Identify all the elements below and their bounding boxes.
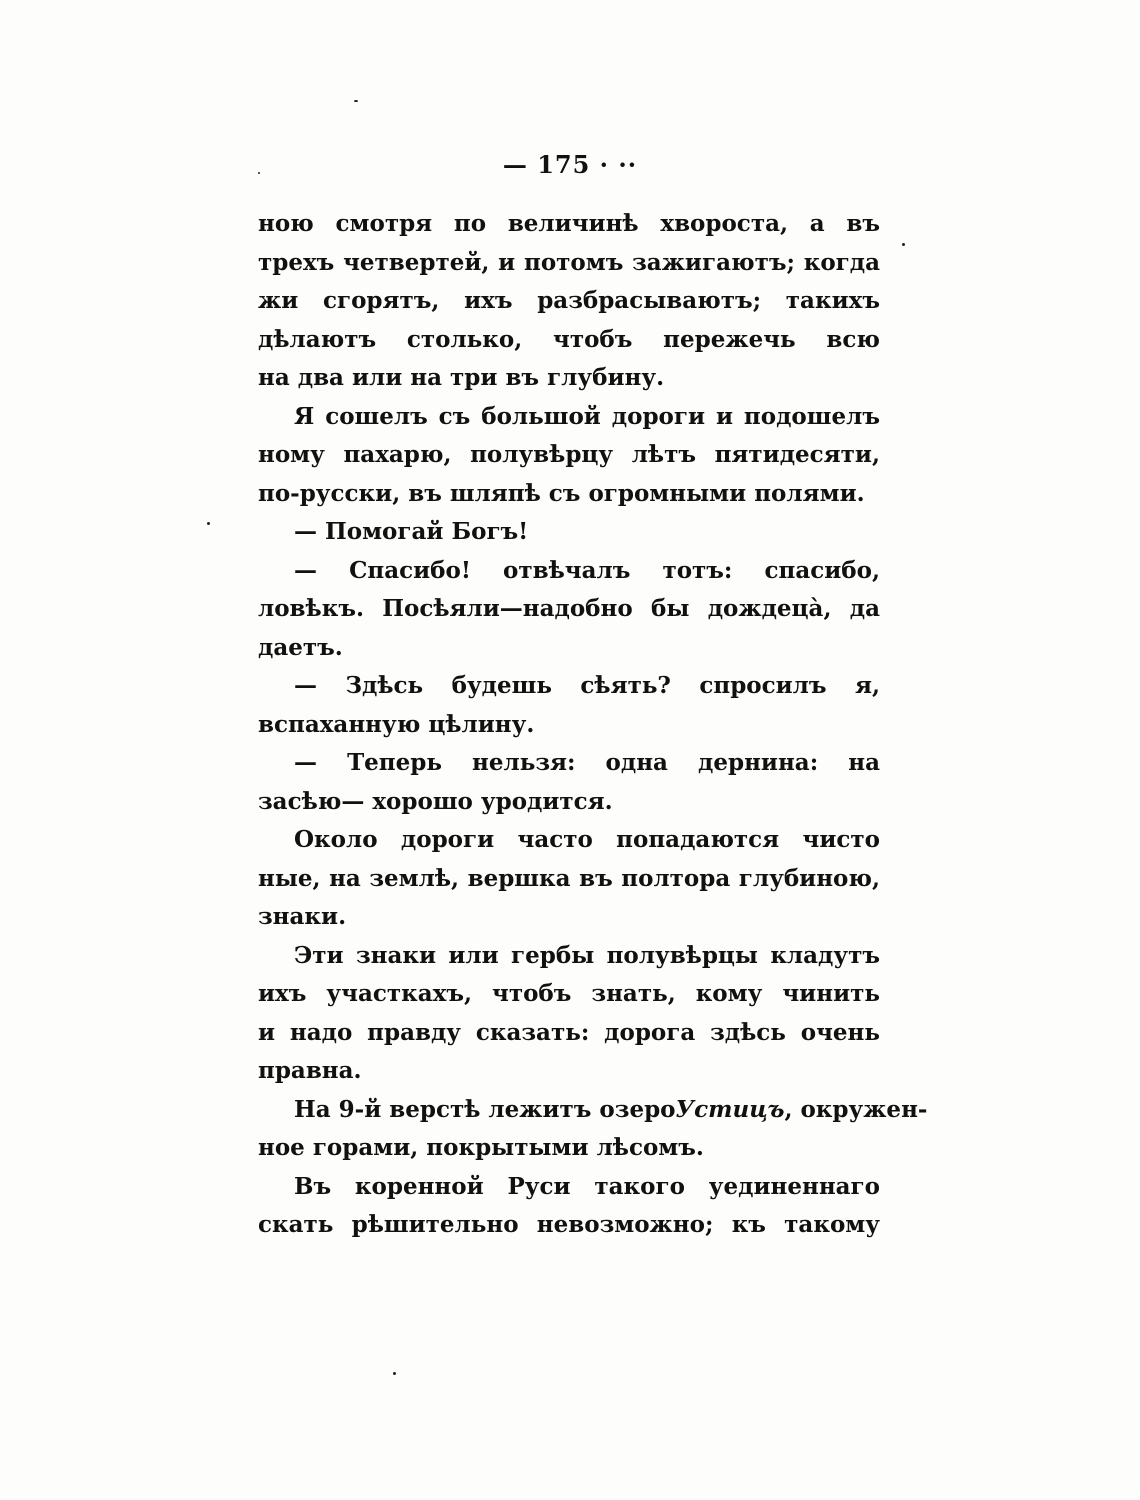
text-line: жи сгорятъ, ихъ разбрасываютъ; такихъ <box>258 287 880 314</box>
scan-speck <box>393 1372 396 1375</box>
text-fragment: , окружен- <box>784 1095 928 1123</box>
text-line: — Теперь нельзя: одна дернина: на <box>294 749 880 776</box>
text-line: Я сошелъ съ большой дороги и подошелъ <box>294 402 880 430</box>
scan-speck <box>207 522 210 525</box>
text-line: засѣю— хорошо уродится. <box>258 787 613 815</box>
text-line: трехъ четвертей, и потомъ зажигаютъ; когда <box>258 248 880 276</box>
text-line: правна. <box>258 1057 362 1084</box>
scan-speck <box>354 100 358 102</box>
scan-speck <box>258 172 260 174</box>
body-text <box>258 205 928 1245</box>
text-line: Въ коренной Руси такого уединеннаго <box>294 1172 880 1200</box>
text-line: знаки. <box>258 903 347 930</box>
scan-speck <box>902 243 905 246</box>
text-line: скать рѣшительно невозможно; къ такому <box>258 1211 880 1238</box>
text-line: — Здѣсь будешь сѣять? спросилъ я, <box>294 672 880 699</box>
text-line: ловѣкъ. Посѣяли—надобно бы дождецà, да <box>258 595 880 622</box>
text-line: — Спасибо! отвѣчалъ тотъ: спасибо, <box>294 556 880 584</box>
text-line: ное горами, покрытыми лѣсомъ. <box>258 1134 704 1161</box>
text-line: вспаханную цѣлину. <box>258 710 535 738</box>
text-line: ные, на землѣ, вершка въ полтора глубиною, <box>258 864 880 892</box>
text-line: ною смотря по величинѣ хвороста, а въ <box>258 210 880 237</box>
text-line: и надо правду сказать: дорога здѣсь очень <box>258 1018 880 1046</box>
text-line: по-русски, въ шляпѣ съ огромными полями. <box>258 479 865 507</box>
text-line: дѣлаютъ столько, чтобъ пережечь всю <box>258 325 880 353</box>
text-line: Около дороги часто попадаются чисто <box>294 826 880 853</box>
text-line: ному пахарю, полувѣрцу лѣтъ пятидесяти, <box>258 441 880 468</box>
lake-name: Устицъ <box>675 1095 785 1123</box>
text-fragment: На 9-й верстѣ лежитъ озеро <box>294 1095 676 1123</box>
text-line: даетъ. <box>258 633 343 661</box>
text-line: Эти знаки или гербы полувѣрцы кладутъ <box>294 941 880 969</box>
page-number: — 175 · ·· <box>502 150 638 179</box>
text-line <box>258 1091 928 1130</box>
text-line: — Помогай Богъ! <box>294 518 529 545</box>
text-line: ихъ участкахъ, чтобъ знать, кому чинить <box>258 980 880 1007</box>
text-line: на два или на три въ глубину. <box>258 364 665 391</box>
